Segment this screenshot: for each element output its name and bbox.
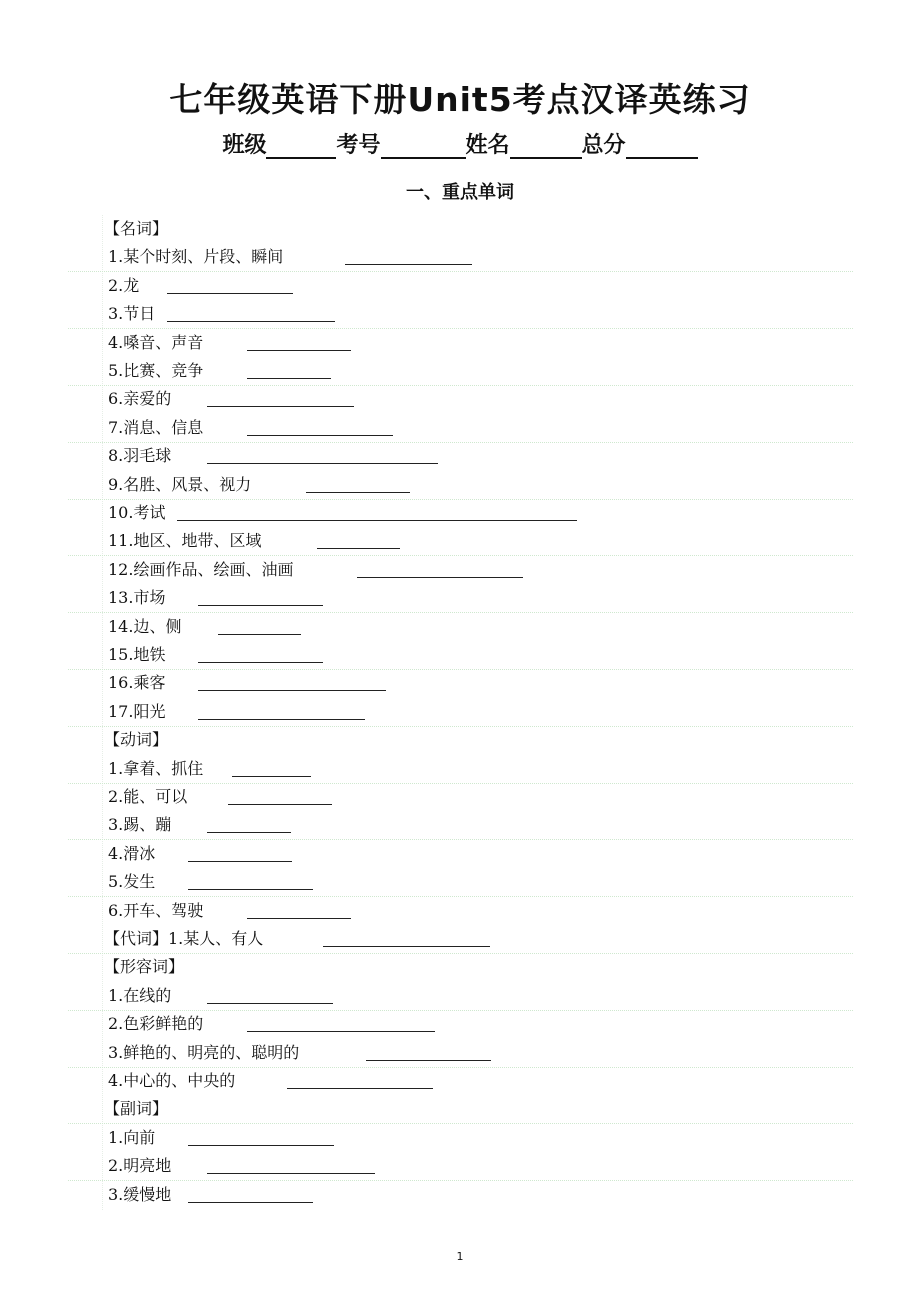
- page-title: 七年级英语下册Unit5考点汉译英练习: [169, 80, 751, 119]
- item-label: 17.阳光: [108, 701, 166, 721]
- list-item: [108, 1067, 235, 1095]
- list-item: [108, 300, 155, 328]
- item-label: 7.消息、信息: [108, 417, 204, 437]
- list-item: [108, 329, 203, 357]
- list-item: [108, 471, 251, 499]
- ruled-line: [68, 726, 853, 727]
- item-label: 2.明亮地: [108, 1156, 172, 1176]
- answer-blank[interactable]: [323, 946, 490, 947]
- ruled-line: [68, 1180, 853, 1181]
- exam-no-label: 考号: [336, 133, 381, 158]
- category-heading: [104, 953, 184, 981]
- item-label: 4.嗓音、声音: [108, 332, 204, 352]
- item-label: 3.缓慢地: [108, 1184, 172, 1204]
- list-item: [108, 641, 165, 669]
- list-item: [108, 755, 203, 783]
- item-label: 5.发生: [108, 872, 156, 892]
- item-label: 4.中心的、中央的: [108, 1071, 236, 1090]
- answer-blank[interactable]: [317, 548, 400, 549]
- answer-blank[interactable]: [345, 264, 472, 265]
- item-label: 【副词】: [104, 1099, 169, 1119]
- ruled-line: [68, 499, 853, 500]
- answer-blank[interactable]: [167, 293, 293, 294]
- list-item: [108, 272, 139, 300]
- item-label: 5.比赛、竞争: [108, 361, 204, 380]
- list-item: [108, 982, 171, 1010]
- answer-blank[interactable]: [366, 1060, 491, 1061]
- item-label: 1.拿着、抓住: [108, 758, 204, 778]
- item-label: 6.亲爱的: [108, 389, 172, 409]
- list-item: [108, 897, 203, 925]
- list-item: [108, 499, 165, 527]
- item-label: 【名词】: [104, 219, 169, 238]
- list-item: [108, 556, 293, 584]
- answer-blank[interactable]: [198, 690, 386, 691]
- answer-blank[interactable]: [177, 520, 577, 521]
- item-label: 13.市场: [108, 588, 166, 608]
- item-label: 1.向前: [108, 1127, 156, 1147]
- answer-blank[interactable]: [207, 1003, 333, 1004]
- list-item: [108, 1039, 299, 1067]
- list-item: [108, 1124, 155, 1152]
- item-label: 【动词】: [104, 730, 169, 750]
- answer-blank[interactable]: [207, 1173, 375, 1174]
- answer-blank[interactable]: [167, 321, 335, 322]
- item-label: 2.色彩鲜艳的: [108, 1014, 204, 1034]
- list-item: [108, 1010, 203, 1038]
- student-info-line: [0, 128, 920, 159]
- category-heading: [104, 1095, 168, 1123]
- ruled-line: [68, 839, 853, 840]
- class-blank[interactable]: [266, 135, 336, 159]
- answer-blank[interactable]: [207, 406, 354, 407]
- list-item: [108, 385, 171, 413]
- ruled-line: [68, 442, 853, 443]
- item-label: 2.能、可以: [108, 787, 188, 806]
- item-label: 3.节日: [108, 304, 156, 324]
- list-item: [108, 783, 187, 811]
- name-blank[interactable]: [510, 135, 582, 159]
- list-item: [108, 527, 261, 555]
- score-label: 总分: [581, 133, 626, 158]
- item-label: 15.地铁: [108, 645, 166, 664]
- page-number: 1: [456, 1250, 464, 1263]
- item-label: 4.滑冰: [108, 843, 156, 863]
- answer-blank[interactable]: [207, 832, 291, 833]
- item-label: 8.羽毛球: [108, 446, 172, 466]
- answer-blank[interactable]: [287, 1088, 433, 1089]
- item-label: 【形容词】: [104, 957, 185, 977]
- category-heading: [104, 726, 168, 754]
- ruled-line: [68, 271, 853, 272]
- ruled-line: [68, 385, 853, 386]
- item-label: 3.踢、蹦: [108, 815, 172, 835]
- list-item: [108, 698, 165, 726]
- answer-blank[interactable]: [357, 577, 523, 578]
- item-label: 12.绘画作品、绘画、油画: [108, 559, 294, 579]
- list-item: [108, 414, 203, 442]
- answer-blank[interactable]: [247, 378, 331, 379]
- exam-no-blank[interactable]: [381, 135, 466, 159]
- section-heading: 一、重点单词: [406, 182, 514, 203]
- answer-blank[interactable]: [188, 1202, 313, 1203]
- list-item: [108, 868, 155, 896]
- list-item: [108, 613, 181, 641]
- category-heading: [104, 215, 168, 243]
- answer-blank[interactable]: [218, 634, 301, 635]
- answer-blank[interactable]: [198, 605, 323, 606]
- item-label: 6.开车、驾驶: [108, 900, 204, 920]
- item-label: 10.考试: [108, 503, 166, 522]
- ruled-line: [68, 612, 853, 613]
- list-item: [108, 1152, 171, 1180]
- list-item: [108, 669, 165, 697]
- ruled-line: [68, 1123, 853, 1124]
- ruled-line: [68, 953, 853, 954]
- list-item: [108, 840, 155, 868]
- list-item: [108, 357, 203, 385]
- item-label: 9.名胜、风景、视力: [108, 474, 252, 494]
- item-label: 11.地区、地带、区域: [108, 531, 262, 551]
- list-item: [108, 1181, 171, 1209]
- item-label: 16.乘客: [108, 673, 166, 693]
- answer-blank[interactable]: [198, 719, 365, 720]
- answer-blank[interactable]: [198, 662, 323, 663]
- score-blank[interactable]: [626, 135, 698, 159]
- item-label: 14.边、侧: [108, 616, 182, 636]
- item-label: 1.某个时刻、片段、瞬间: [108, 247, 284, 267]
- answer-blank[interactable]: [228, 804, 332, 805]
- answer-blank[interactable]: [188, 1145, 334, 1146]
- answer-blank[interactable]: [247, 918, 351, 919]
- list-item: [108, 811, 171, 839]
- list-item: [108, 243, 283, 271]
- item-label: 2.龙: [108, 275, 140, 295]
- answer-blank[interactable]: [247, 1031, 435, 1032]
- item-label: 【代词】1.某人、有人: [104, 929, 264, 948]
- list-item: [108, 584, 165, 612]
- item-label: 3.鲜艳的、明亮的、聪明的: [108, 1042, 300, 1062]
- class-label: 班级: [222, 133, 267, 158]
- answer-blank[interactable]: [207, 463, 438, 464]
- list-item: [108, 442, 171, 470]
- answer-blank[interactable]: [232, 776, 311, 777]
- answer-blank[interactable]: [188, 889, 313, 890]
- answer-blank[interactable]: [306, 492, 410, 493]
- margin-guide: [102, 215, 103, 1210]
- answer-blank[interactable]: [188, 861, 292, 862]
- answer-blank[interactable]: [247, 435, 393, 436]
- answer-blank[interactable]: [247, 350, 351, 351]
- name-label: 姓名: [465, 133, 510, 158]
- category-heading: [104, 925, 263, 953]
- item-label: 1.在线的: [108, 985, 172, 1005]
- ruled-line: [68, 669, 853, 670]
